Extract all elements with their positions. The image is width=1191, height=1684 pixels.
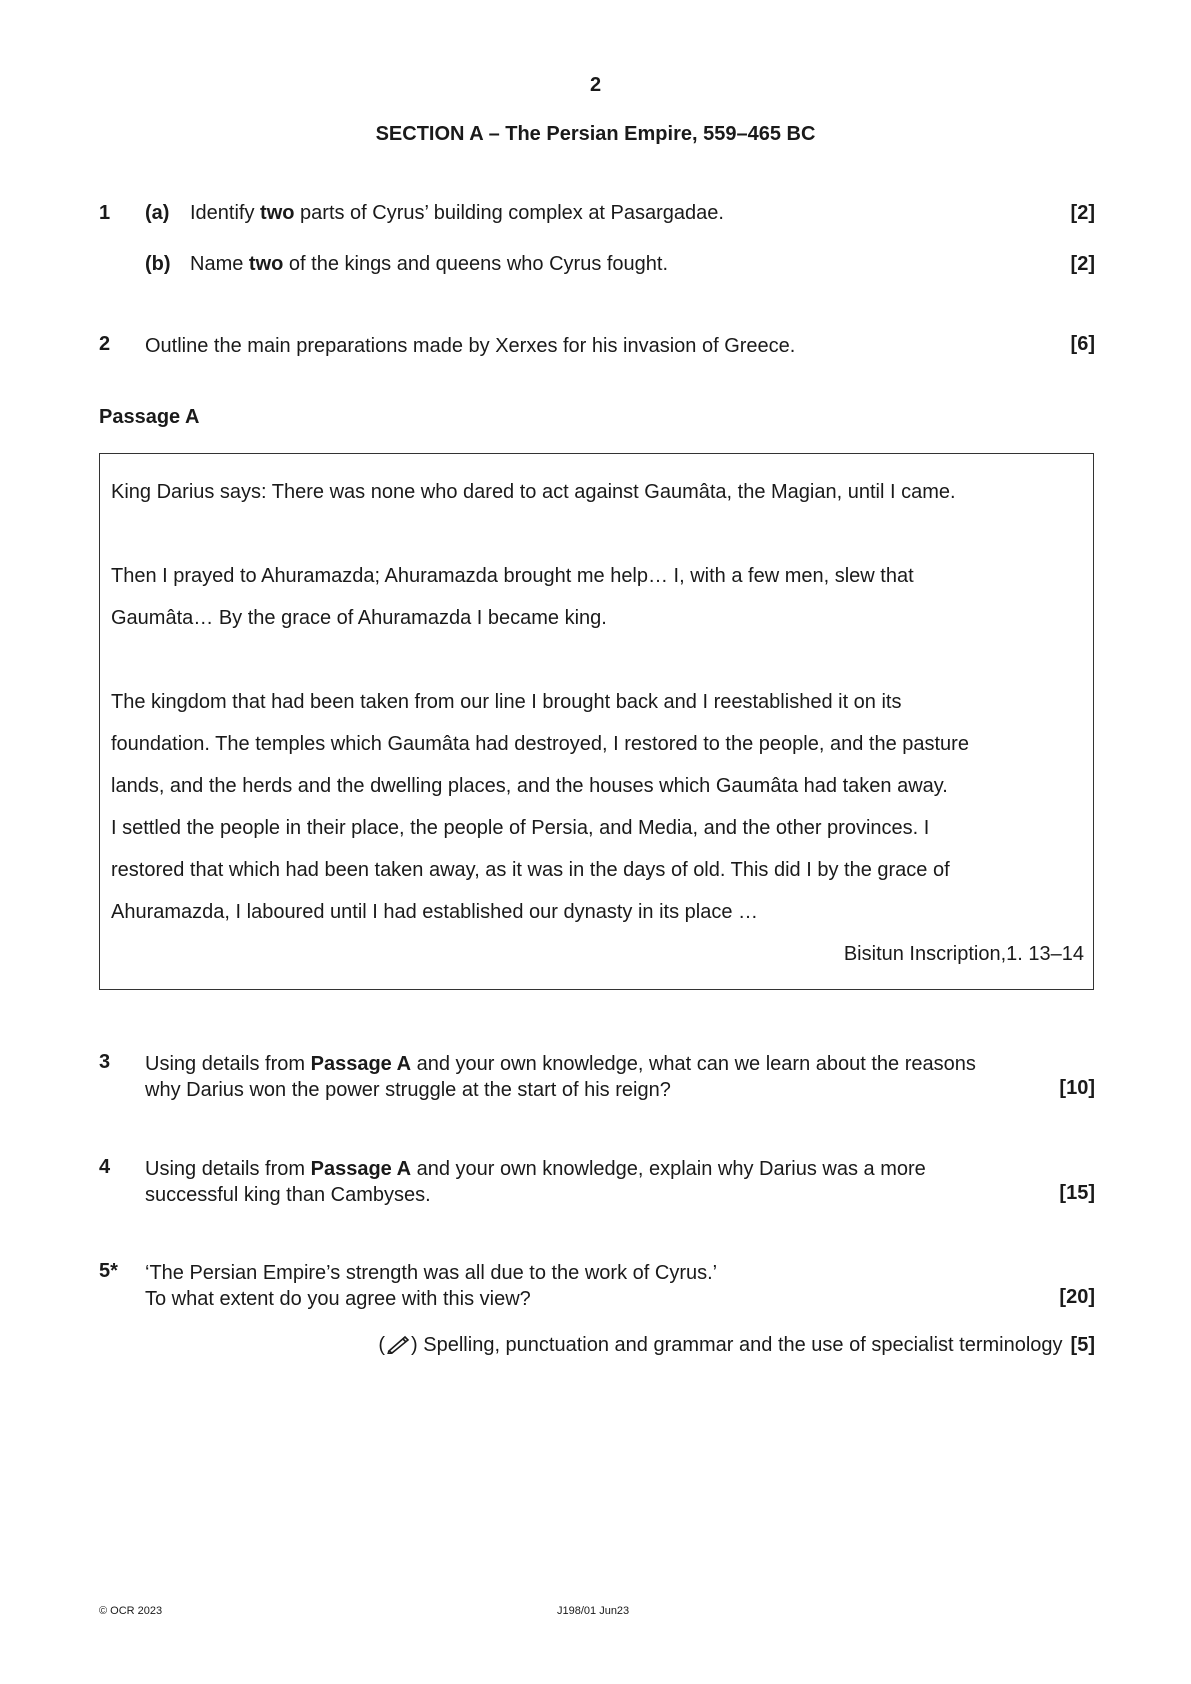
footer-copyright: © OCR 2023 [99,1605,163,1617]
passage-line: Ahuramazda, I laboured until I had established our dynasty in its place … [111,901,759,923]
question-2-number: 2 [99,333,111,355]
passage-line: lands, and the herds and the dwelling places, and the houses which Gaumâta had taken away. [111,775,948,797]
question-1a-label: (a) [145,202,170,224]
passage-line: I settled the people in their place, the people of Persia, and Media, and the other provinces. I [111,817,930,839]
passage-line: King Darius says: There was none who dared to act against Gaumâta, the Magian, until I came. [111,481,956,503]
passage-line: The kingdom that had been taken from our line I brought back and I reestablished it on its [111,691,902,713]
question-1b-text: Name two of the kings and queens who Cyrus fought. [190,253,669,275]
question-4-marks: [15] [1059,1182,1095,1204]
passage-line: Then I prayed to Ahuramazda; Ahuramazda brought me help… I, with a few men, slew that [111,565,914,587]
passage-line: Gaumâta… By the grace of Ahuramazda I became king. [111,607,607,629]
question-4-number: 4 [99,1156,111,1178]
question-3-text: Using details from Passage A and your own knowledge, what can we learn about the reasons why Darius won the power struggle at the start of his reign? [145,1053,976,1101]
spag-marks: [5] [1070,1334,1095,1356]
question-4-text: Using details from Passage A and your own knowledge, explain why Darius was a more successful king than Cambyses. [145,1158,926,1206]
section-title: SECTION A – The Persian Empire, 559–465 BC [375,123,816,145]
passage-line: restored that which had been taken away, as it was in the days of old. This did I by the grace of [111,859,950,881]
question-5-text: ‘The Persian Empire’s strength was all due to the work of Cyrus.’ To what extent do you agree with this view? [145,1262,718,1310]
question-2-text: Outline the main preparations made by Xerxes for his invasion of Greece. [145,335,796,357]
passage-source: Bisitun Inscription,1. 13–14 [843,943,1084,965]
question-1b-label: (b) [145,253,171,275]
spag-line: ( ) Spelling, punctuation and grammar and the use of specialist terminology [5] [378,1334,1095,1356]
passage-heading: Passage A [99,406,200,428]
question-5-number: 5* [99,1260,118,1282]
question-5-marks: [20] [1059,1286,1095,1308]
question-1-number: 1 [99,202,111,224]
passage-line: foundation. The temples which Gaumâta had destroyed, I restored to the people, and the pasture [111,733,969,755]
question-1a-marks: [2] [1070,202,1095,224]
pencil-icon [385,1334,411,1354]
question-3-number: 3 [99,1051,111,1073]
footer-code: J198/01 Jun23 [557,1605,630,1617]
question-1a-text: Identify two parts of Cyrus’ building complex at Pasargadae. [190,202,724,224]
question-2-marks: [6] [1070,333,1095,355]
question-3-marks: [10] [1059,1077,1095,1099]
question-1b-marks: [2] [1070,253,1095,275]
page-number: 2 [589,74,602,96]
